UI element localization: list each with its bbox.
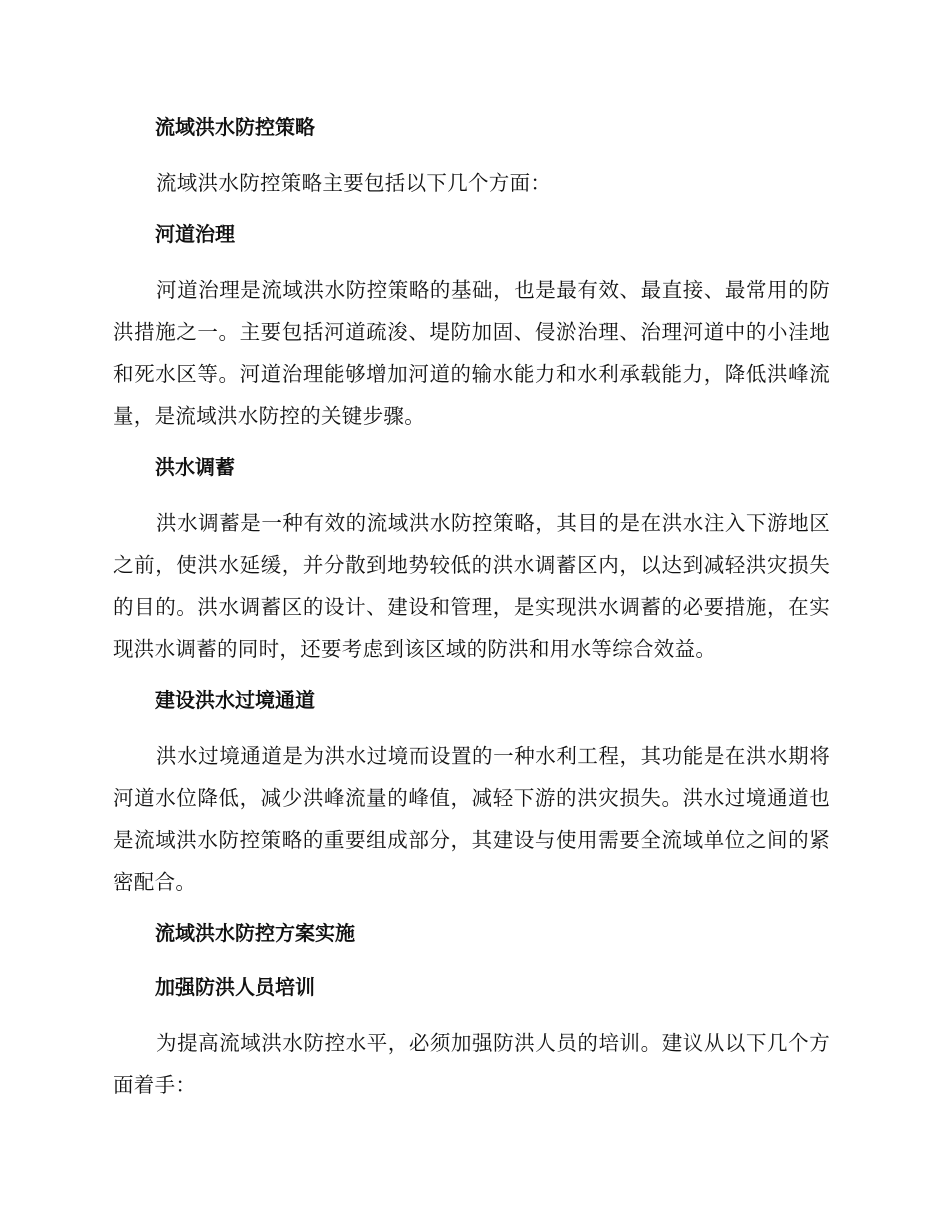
- paragraph-flood-storage: 洪水调蓄是一种有效的流域洪水防控策略，其目的是在洪水注入下游地区之前，使洪水延缓，并分散到地势较低的洪水调蓄区内，以达到减轻洪灾损失的目的。洪水调蓄区的设计、建设和管理，是实现洪水调蓄的必要措施，在实现洪水调蓄的同时，还要考虑到该区域的防洪和用水等综合效益。: [113, 511, 830, 661]
- paragraph-staff-training: 为提高流域洪水防控水平，必须加强防洪人员的培训。建议从以下几个方面着手：: [113, 1031, 830, 1097]
- section-heading-strategy: 流域洪水防控策略: [155, 115, 315, 139]
- document-body: [113, 108, 830, 1117]
- section-heading-flood-storage: 洪水调蓄: [155, 455, 235, 479]
- paragraph-flood-channel: 洪水过境通道是为洪水过境而设置的一种水利工程，其功能是在洪水期将河道水位降低，减少洪峰流量的峰值，减轻下游的洪灾损失。洪水过境通道也是流域洪水防控策略的重要组成部分，其建设与使用需要全流域单位之间的紧密配合。: [113, 744, 830, 894]
- paragraph-strategy-intro: 流域洪水防控策略主要包括以下几个方面：: [156, 171, 552, 195]
- section-heading-river-management: 河道治理: [155, 222, 235, 246]
- paragraph-river-management: 河道治理是流域洪水防控策略的基础，也是最有效、最直接、最常用的防洪措施之一。主要包括河道疏浚、堤防加固、侵淤治理、治理河道中的小洼地和死水区等。河道治理能够增加河道的输水能力和水利承载能力，降低洪峰流量，是流域洪水防控的关键步骤。: [113, 278, 830, 428]
- section-heading-flood-channel: 建设洪水过境通道: [155, 688, 315, 712]
- section-heading-plan-implementation: 流域洪水防控方案实施: [155, 921, 355, 945]
- section-heading-staff-training: 加强防洪人员培训: [155, 975, 315, 999]
